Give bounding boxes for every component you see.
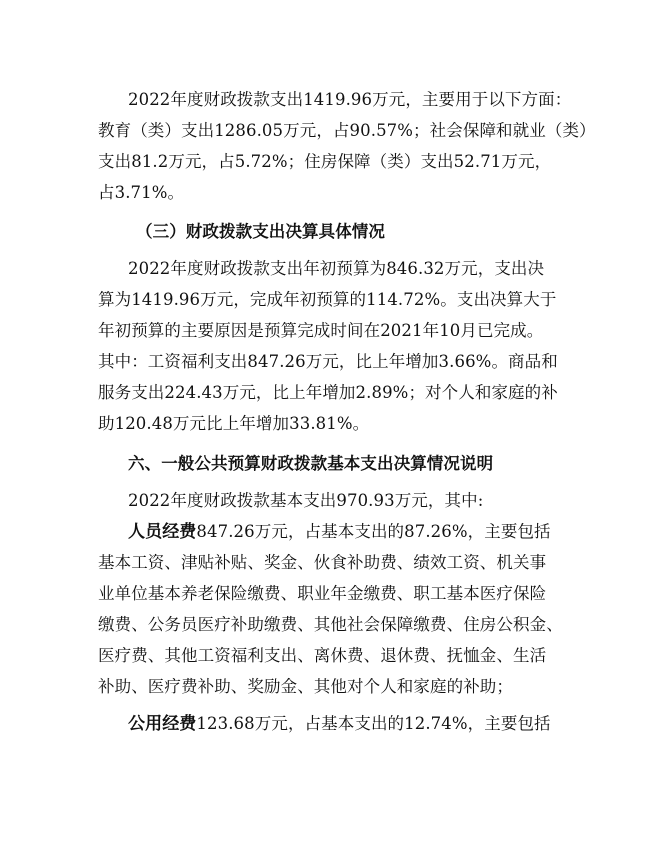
paragraph-line: 基本工资、津贴补贴、奖金、伙食补助费、绩效工资、机关事	[98, 553, 547, 572]
paragraph-line: 支出81.2万元，占5.72%；住房保障（类）支出52.71万元，	[98, 152, 552, 171]
paragraph-line: 补助、医疗费补助、奖励金、其他对个人和家庭的补助；	[98, 677, 513, 696]
section-heading: （三）财政拨款支出决算具体情况	[136, 222, 385, 241]
personnel-cost-term: 人员经费	[128, 522, 197, 542]
paragraph-line: 缴费、公务员医疗补助缴费、其他社会保障缴费、住房公积金、	[98, 615, 563, 634]
paragraph-line: 算为1419.96万元，完成年初预算的114.72%。支出决算大于	[98, 290, 557, 309]
paragraph-line: 医疗费、其他工资福利支出、离休费、退休费、抚恤金、生活	[98, 646, 547, 665]
paragraph-line: 其中：工资福利支出847.26万元，比上年增加3.66%。商品和	[98, 352, 558, 371]
paragraph-line: 助120.48万元比上年增加33.81%。	[98, 414, 370, 433]
paragraph-line: 2022年度财政拨款支出1419.96万元，主要用于以下方面：	[128, 90, 572, 109]
paragraph-line: 业单位基本养老保险缴费、职业年金缴费、职工基本医疗保险	[98, 584, 547, 603]
paragraph-line: 年初预算的主要原因是预算完成时间在2021年10月已完成。	[98, 321, 544, 340]
paragraph-line: 2022年度财政拨款基本支出970.93万元，其中:	[128, 491, 484, 510]
paragraph-line: 2022年度财政拨款支出年初预算为846.32万元，支出决	[128, 259, 545, 278]
section-heading: 六、一般公共预算财政拨款基本支出决算情况说明	[128, 454, 494, 473]
personnel-cost-text: 847.26万元，占基本支出的87.26%，主要包括	[196, 522, 551, 541]
paragraph-line	[128, 713, 558, 735]
public-cost-term: 公用经费	[128, 714, 197, 734]
paragraph-line: 教育（类）支出1286.05万元，占90.57%；社会保障和就业（类）	[98, 121, 596, 140]
paragraph-line: 占3.71%。	[98, 183, 185, 202]
public-cost-text: 123.68万元，占基本支出的12.74%，主要包括	[196, 714, 551, 733]
paragraph-line: 服务支出224.43万元，比上年增加2.89%；对个人和家庭的补	[98, 383, 558, 402]
paragraph-line	[128, 521, 558, 543]
